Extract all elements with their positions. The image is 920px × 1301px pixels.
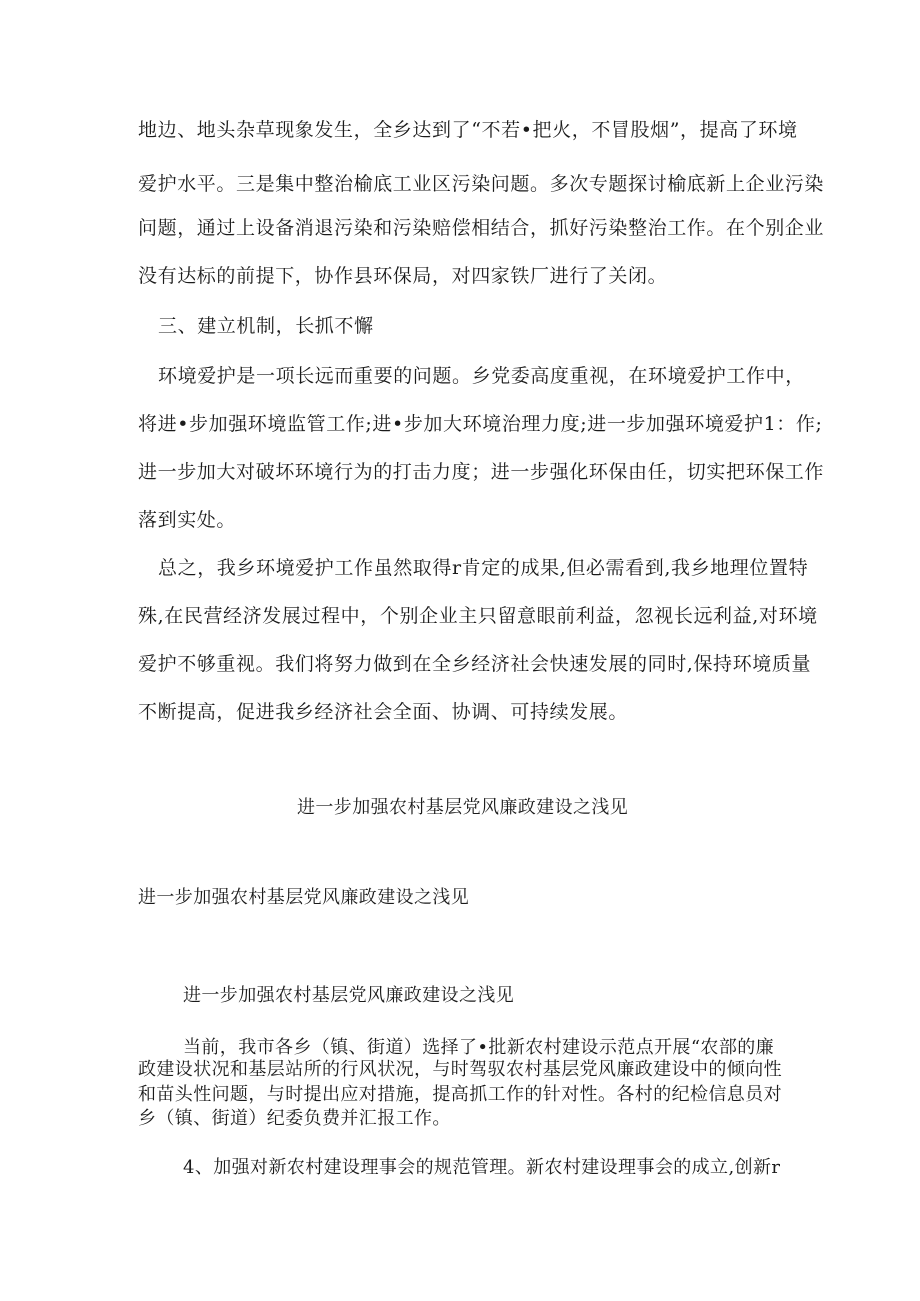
paragraph-3-line-3: 爱护不够重视。我们将努力做到在全乡经济社会快速发展的同时,保持环境质量 — [138, 653, 812, 675]
paragraph-4-line-4: 乡（镇、街道）纪委负费并汇报工作。 — [138, 1108, 451, 1129]
paragraph-4-line-2: 政建设状况和基层站所的行风状况，与时驾驭农村基层党风廉政建设中的倾向性 — [138, 1059, 782, 1080]
paragraph-4-line-3: 和苗头性问题，与时提出应对措施，提高抓工作的针对性。各村的纪检信息员对 — [138, 1084, 782, 1105]
section-heading: 三、建立机制，长抓不懈 — [158, 315, 374, 337]
article-title-left: 进一步加强农村基层党风廉政建设之浅见 — [138, 887, 470, 908]
paragraph-1-line-1: 地边、地头杂草现象发生，全乡达到了“不若•把火，不冒股烟”，提高了环境 — [138, 119, 798, 141]
paragraph-1-line-4: 没有达标的前提下，协作县环保局，对四家铁厂进行了关闭。 — [138, 265, 668, 287]
paragraph-1-line-2: 爱护水平。三是集中整治榆底工业区污染问题。多次专题探讨榆底新上企业污染 — [138, 173, 825, 195]
paragraph-5-line-1: 4、加强对新农村建设理事会的规范管理。新农村建设理事会的成立,创新r — [183, 1157, 781, 1178]
article-title-centered: 进一步加强农村基层党风廉政建设之浅见 — [297, 797, 629, 818]
paragraph-2-line-4: 落到实处。 — [138, 509, 237, 531]
paragraph-3-line-1: 总之，我乡环境爱护工作虽然取得r肯定的成果,但必需看到,我乡地理位置特 — [158, 557, 809, 579]
paragraph-2-line-3: 进一步加大对破坏环境行为的打击力度；进一步强化环保由任，切实把环保工作 — [138, 461, 825, 483]
paragraph-1-line-3: 问题，通过上设备消退污染和污染赔偿相结合，抓好污染整治工作。在个别企业 — [138, 217, 825, 239]
paragraph-2-line-2: 将进•步加强环境监管工作;进•步加大环境治理力度;进一步加强环境爱护1：作; — [138, 413, 823, 435]
paragraph-3-line-2: 殊,在民营经济发展过程中，个别企业主只留意眼前利益，忽视长远利益,对环境 — [138, 605, 818, 627]
paragraph-2-line-1: 环境爱护是一项长远而重要的问题。乡党委高度重视，在环境爱护工作中， — [158, 365, 805, 387]
article-title-indented: 进一步加强农村基层党风廉政建设之浅见 — [183, 985, 515, 1006]
paragraph-4-line-1: 当前，我市各乡（镇、街道）选择了•批新农村建设示范点开展“农部的廉 — [183, 1037, 775, 1058]
paragraph-3-line-4: 不断提高，促进我乡经济社会全面、协调、可持续发展。 — [138, 701, 629, 723]
